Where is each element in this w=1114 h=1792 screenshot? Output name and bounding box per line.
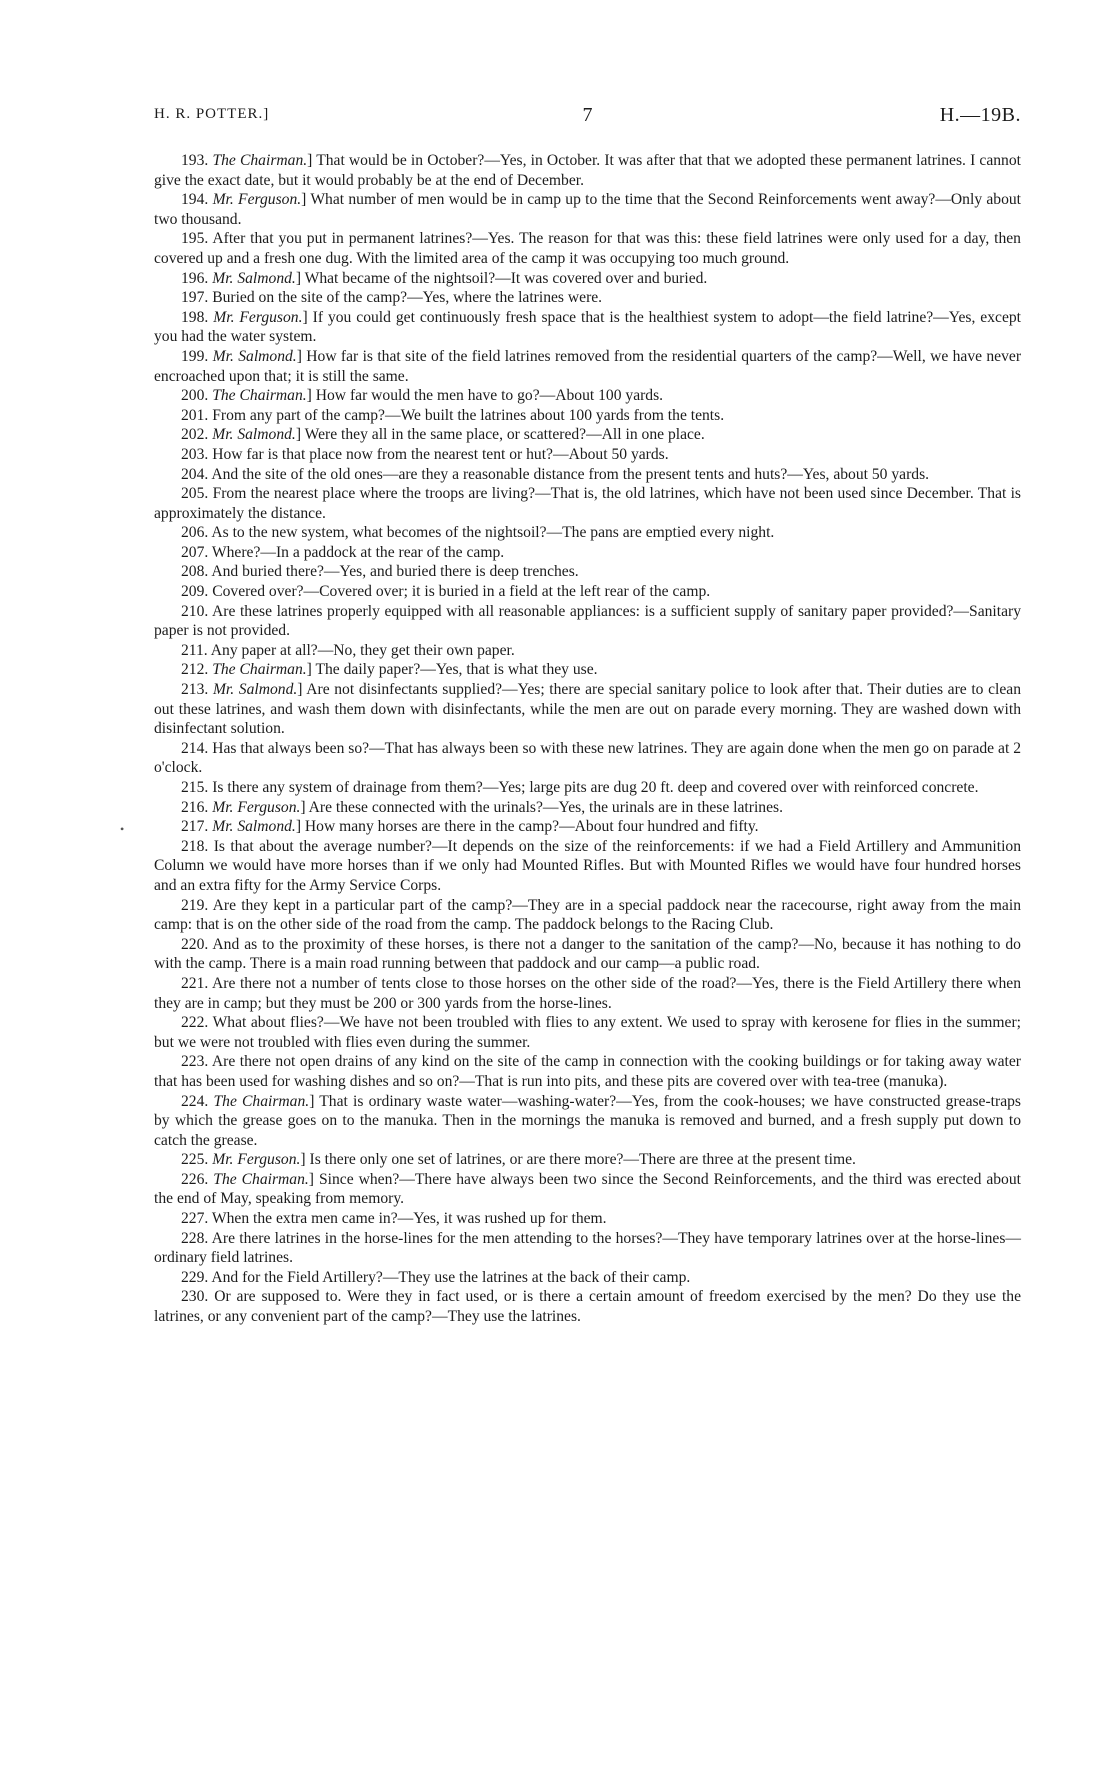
- question-text: How far would the men have to go?—About 100 yards.: [315, 387, 664, 405]
- question-text: That would be in October?—Yes, in October. It was after that that we adopted these permanent latrines. I cannot give the exact date, but it would probably be at the end of December.: [154, 152, 1021, 189]
- question-text: What about flies?—We have not been troubled with flies to any extent. We used to spray with kerosene for flies in the summer; but we were not troubled with flies even during the summer.: [154, 1014, 1021, 1051]
- question-number: 221.: [181, 974, 209, 992]
- question-paragraph: 224. The Chairman.] That is ordinary waste water—washing-water?—Yes, from the cook-houses; we have constructed grease-traps by which the grease goes on to the manuka. Then in the mornings the manuka is removed and burned, and a fresh supply put down to catch the grease.: [154, 1092, 1021, 1149]
- question-number: 198.: [181, 308, 209, 326]
- speaker-name: The Chairman.: [213, 1092, 310, 1110]
- question-paragraph: 225. Mr. Ferguson.] Is there only one set of latrines, or are there more?—There are three at the present time.: [181, 1151, 856, 1169]
- question-paragraph: 212. The Chairman.] The daily paper?—Yes, that is what they use.: [181, 661, 598, 679]
- question-number: 230.: [181, 1288, 209, 1306]
- question-number: 211.: [181, 641, 208, 659]
- page-number: 7: [582, 104, 593, 126]
- question-paragraph: [154, 896, 1021, 935]
- question-text: Are there not open drains of any kind on the site of the camp in connection with the cooking buildings or for taking away water that has been used for washing dishes and so on?—That is run into pits, and these pits are covered over with tea-tree (manuka).: [154, 1053, 1021, 1090]
- speaker-name: Mr. Ferguson.: [213, 308, 303, 326]
- question-text: Is that about the average number?—It depends on the size of the reinforcements: if we had a Field Artillery and Ammunition Column we would have more horses than if we only had Mounted Rifles. But with Mounted Rifles we would have four hundred horses and an extra fifty for the Army Service Corps.: [154, 837, 1021, 894]
- question-number: 212.: [181, 661, 209, 679]
- question-text: And buried there?—Yes, and buried there is deep trenches.: [211, 563, 579, 581]
- question-paragraph: 226. The Chairman.] Since when?—There have always been two since the Second Reinforcements, and the third was erected about the end of May, speaking from memory.: [154, 1170, 1021, 1208]
- question-paragraph: [154, 1052, 1021, 1091]
- question-paragraph: [154, 523, 1021, 543]
- question-text: That is ordinary waste water—washing-water?—Yes, from the cook-houses; we have constructed grease-traps by which the grease goes on to the manuka. Then in the mornings the manuka is removed and burned, and a fresh supply put down to catch the grease.: [154, 1092, 1021, 1149]
- question-number: 205.: [181, 485, 209, 503]
- question-paragraph: [154, 1209, 1021, 1229]
- question-number: 223.: [181, 1053, 209, 1071]
- question-text: And for the Field Artillery?—They use the latrines at the back of their camp.: [211, 1268, 691, 1286]
- question-number: 208.: [181, 563, 209, 581]
- question-paragraph: 193. The Chairman.] That would be in October?—Yes, in October. It was after that that we adopted these permanent latrines. I cannot give the exact date, but it would probably be at the end of December.: [154, 152, 1021, 189]
- question-paragraph: [154, 602, 1021, 641]
- question-number: 229.: [181, 1268, 209, 1286]
- question-text: And as to the proximity of these horses, is there not a danger to the sanitation of the camp?—No, because it has nothing to do with the camp. There is a main road running between that paddock and our camp—a public road.: [154, 935, 1021, 973]
- question-number: 196.: [181, 269, 209, 287]
- question-number: 224.: [181, 1092, 209, 1110]
- question-number: 213.: [181, 681, 209, 699]
- question-paragraph: [154, 974, 1021, 1013]
- question-text: If you could get continuously fresh space that is the healthiest system to adopt—the field latrine?—Yes, except you had the water system.: [154, 308, 1021, 346]
- speaker-name: The Chairman.: [213, 1170, 309, 1188]
- question-paragraph: [154, 837, 1021, 896]
- question-paragraph: [154, 445, 1021, 465]
- speaker-name: Mr. Ferguson.: [212, 798, 301, 816]
- question-text: Buried on the site of the camp?—Yes, where the latrines were.: [212, 289, 603, 307]
- speaker-name: The Chairman.: [212, 661, 307, 679]
- question-paragraph: [154, 229, 1021, 268]
- question-text: What became of the nightsoil?—It was covered over and buried.: [304, 269, 708, 287]
- question-text: Are these latrines properly equipped with all reasonable appliances: is a sufficient supply of sanitary paper provided?—Sanitary paper is not provided.: [154, 602, 1021, 640]
- question-text: Since when?—There have always been two since the Second Reinforcements, and the third was erected about the end of May, speaking from memory.: [154, 1170, 1021, 1208]
- question-text: The daily paper?—Yes, that is what they use.: [315, 661, 598, 679]
- question-paragraph: 194. Mr. Ferguson.] What number of men would be in camp up to the time that the Second Reinforcements went away?—Only about two thousand.: [154, 191, 1022, 228]
- evidence-body: [154, 151, 1021, 1327]
- question-number: 227.: [181, 1210, 209, 1228]
- question-text: How far is that site of the field latrines removed from the residential quarters of the camp?—Well, we have never encroached upon that; it is still the same.: [154, 347, 1022, 385]
- question-text: From any part of the camp?—We built the latrines about 100 yards from the tents.: [212, 406, 725, 424]
- question-number: 217.: [181, 818, 209, 836]
- question-number: 209.: [181, 583, 209, 601]
- question-number: 206.: [181, 524, 209, 542]
- question-number: 216.: [181, 798, 209, 816]
- question-paragraph: [154, 582, 1021, 602]
- speaker-name: Mr. Salmond.: [212, 681, 298, 699]
- question-number: 215.: [181, 779, 209, 796]
- question-text: Are there latrines in the horse-lines for the men attending to the horses?—They have temporary latrines over at the horse-lines—ordinary field latrines.: [154, 1229, 1021, 1267]
- question-paragraph: [154, 484, 1021, 523]
- question-paragraph: [154, 641, 1021, 661]
- question-number: 214.: [181, 739, 209, 757]
- question-paragraph: 216. Mr. Ferguson.] Are these connected with the urinals?—Yes, the urinals are in these latrines.: [181, 798, 783, 816]
- question-number: 222.: [181, 1014, 209, 1032]
- speaker-name: Mr. Salmond.: [212, 347, 297, 365]
- speaker-name: The Chairman.: [212, 152, 308, 169]
- question-paragraph: 202. Mr. Salmond.] Were they all in the same place, or scattered?—All in one place.: [181, 426, 705, 444]
- witness-name: H. R. POTTER.]: [154, 106, 270, 122]
- question-number: 219.: [181, 896, 209, 914]
- question-paragraph: [154, 1013, 1021, 1052]
- question-text: From the nearest place where the troops are living?—That is, the old latrines, which have not been used since December. That is approximately the distance.: [154, 485, 1021, 522]
- question-text: Were they all in the same place, or scattered?—All in one place.: [304, 426, 705, 444]
- question-paragraph: [154, 1287, 1021, 1326]
- question-number: 195.: [181, 230, 209, 248]
- question-text: Are not disinfectants supplied?—Yes; there are special sanitary police to look after that. Their duties are to clean out these latrines, and wash them down with disinfectants, while the men are out on parade every morning. They are washed down with disinfectant solution.: [154, 681, 1021, 738]
- question-paragraph: [154, 543, 1021, 563]
- question-number: 202.: [181, 426, 209, 444]
- question-paragraph: 198. Mr. Ferguson.] If you could get continuously fresh space that is the healthiest system to adopt—the field latrine?—Yes, except you had the water system.: [154, 308, 1021, 346]
- speaker-name: Mr. Ferguson.: [212, 191, 302, 209]
- question-number: 203.: [181, 445, 209, 463]
- question-paragraph: 217. Mr. Salmond.] How many horses are there in the camp?—About four hundred and fifty.: [181, 818, 759, 836]
- question-paragraph: [154, 465, 1021, 485]
- document-reference: H.—19B.: [939, 104, 1021, 126]
- question-paragraph: 196. Mr. Salmond.] What became of the nightsoil?—It was covered over and buried.: [181, 269, 708, 287]
- speaker-name: Mr. Ferguson.: [212, 1151, 301, 1169]
- margin-mark: •: [120, 822, 125, 836]
- question-text: After that you put in permanent latrines?—Yes. The reason for that was this: these field latrines were only used for a day, then covered up and a fresh one dug. With the limited area of the camp it was occupying too much ground.: [154, 230, 1021, 267]
- question-text: Where?—In a paddock at the rear of the camp.: [211, 543, 505, 561]
- question-number: 225.: [181, 1151, 209, 1169]
- question-paragraph: 213. Mr. Salmond.] Are not disinfectants supplied?—Yes; there are special sanitary police to look after that. Their duties are to clean out these latrines, and wash them down with disinfectants, while the men are out on parade every morning. They are washed down with disinfectant solution.: [154, 681, 1021, 738]
- question-number: 210.: [181, 602, 209, 620]
- page-header: [154, 104, 1021, 130]
- question-text: How many horses are there in the camp?—About four hundred and fifty.: [304, 818, 759, 836]
- speaker-name: Mr. Salmond.: [212, 269, 296, 287]
- question-paragraph: [154, 935, 1021, 974]
- question-text: And the site of the old ones—are they a reasonable distance from the present tents and huts?—Yes, about 50 yards.: [211, 465, 930, 483]
- question-text: How far is that place now from the nearest tent or hut?—About 50 yards.: [212, 445, 669, 463]
- question-text: Covered over?—Covered over; it is buried in a field at the left rear of the camp.: [212, 583, 711, 601]
- question-text: Is there only one set of latrines, or are there more?—There are three at the present time.: [309, 1151, 856, 1169]
- question-text: Are there not a number of tents close to those horses on the other side of the road?—Yes, there is the Field Artillery there when they are in camp; but they must be 200 or 300 yards from the horse-lines.: [154, 974, 1021, 1012]
- question-number: 201.: [181, 406, 209, 424]
- question-number: 207.: [181, 543, 209, 561]
- question-number: 197.: [181, 289, 209, 307]
- speaker-name: Mr. Salmond.: [212, 426, 296, 444]
- question-number: 220.: [181, 935, 209, 953]
- question-text: Has that always been so?—That has always been so with these new latrines. They are again done when the men go on parade at 2 o'clock.: [154, 739, 1021, 777]
- question-text: Is there any system of drainage from them?—Yes; large pits are dug 20 ft. deep and covered over with reinforced concrete.: [212, 779, 979, 796]
- question-paragraph: [154, 562, 1021, 582]
- question-text: What number of men would be in camp up to the time that the Second Reinforcements went away?—Only about two thousand.: [154, 191, 1022, 228]
- question-paragraph: [154, 1268, 1021, 1288]
- question-text: When the extra men came in?—Yes, it was rushed up for them.: [211, 1210, 607, 1228]
- speaker-name: Mr. Salmond.: [212, 818, 296, 836]
- question-text: Are these connected with the urinals?—Yes, the urinals are in these latrines.: [308, 798, 783, 816]
- question-number: 226.: [181, 1170, 209, 1188]
- question-paragraph: [154, 739, 1021, 778]
- question-number: 228.: [181, 1229, 209, 1247]
- question-paragraph: [154, 778, 1021, 798]
- speaker-name: The Chairman.: [212, 387, 307, 405]
- question-text: Any paper at all?—No, they get their own paper.: [210, 641, 515, 659]
- question-number: 193.: [181, 152, 209, 169]
- question-number: 204.: [181, 465, 209, 483]
- question-number: 194.: [181, 191, 209, 209]
- question-number: 200.: [181, 387, 209, 405]
- question-text: As to the new system, what becomes of the nightsoil?—The pans are emptied every night.: [211, 524, 775, 542]
- question-paragraph: 200. The Chairman.] How far would the men have to go?—About 100 yards.: [181, 387, 664, 405]
- question-text: Are they kept in a particular part of the camp?—They are in a special paddock near the racecourse, right away from the main camp: that is on the other side of the road from the camp. The paddock belongs to the Racing Club.: [154, 896, 1021, 934]
- question-text: Or are supposed to. Were they in fact used, or is there a certain amount of freedom exercised by the men? Do they use the latrines, or any convenient part of the camp?—They use the latrines.: [154, 1288, 1021, 1326]
- question-paragraph: [154, 406, 1021, 426]
- question-paragraph: [154, 288, 1021, 308]
- question-number: 218.: [181, 837, 209, 855]
- question-paragraph: 199. Mr. Salmond.] How far is that site of the field latrines removed from the residential quarters of the camp?—Well, we have never encroached upon that; it is still the same.: [154, 347, 1022, 385]
- question-number: 199.: [181, 347, 209, 365]
- question-paragraph: [154, 1229, 1021, 1268]
